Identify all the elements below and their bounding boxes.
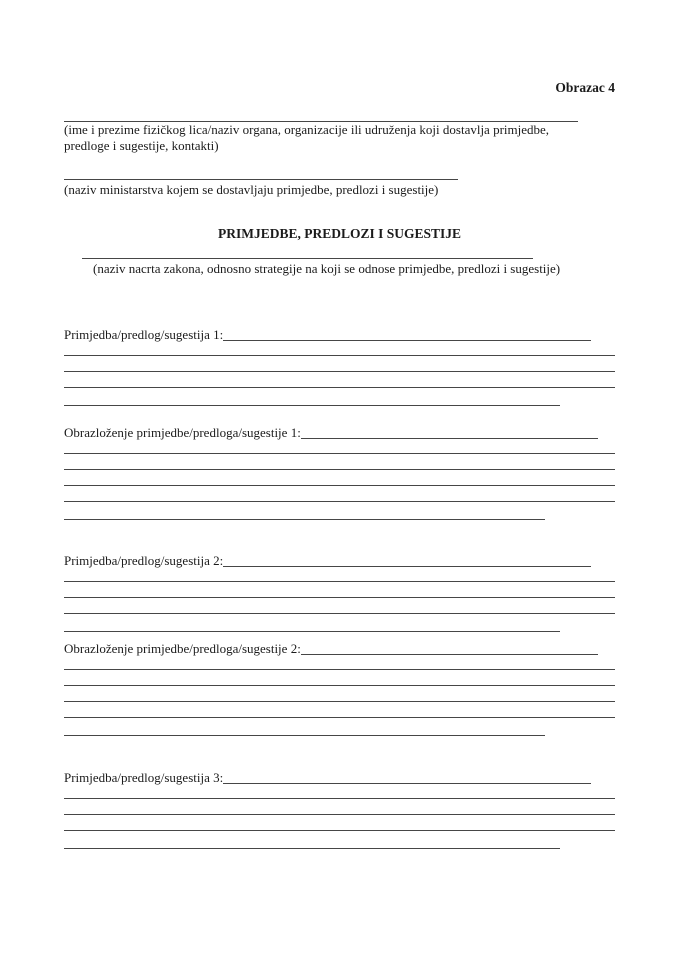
ruled-line — [64, 355, 615, 356]
ruled-line — [64, 387, 615, 388]
section-label-row — [64, 769, 615, 786]
fill-line-after-label — [301, 424, 598, 439]
ruled-line-short — [64, 631, 560, 632]
ruled-line — [64, 453, 615, 454]
form-title: PRIMJEDBE, PREDLOZI I SUGESTIJE — [217, 226, 462, 241]
draft-law-caption: (naziv nacrta zakona, odnosno strategije na koji se odnose primjedbe, predlozi i sugestije) — [93, 261, 561, 276]
ruled-line — [64, 669, 615, 670]
ruled-line — [64, 485, 615, 486]
ruled-line — [64, 685, 615, 686]
ruled-line — [64, 830, 615, 831]
section-primjedba-2 — [64, 552, 615, 632]
section-obrazlozenje-1 — [64, 424, 615, 520]
fill-line-after-label — [223, 552, 591, 567]
fill-line-after-label — [223, 326, 591, 341]
section-primjedba-1 — [64, 326, 615, 406]
section-label: Primjedba/predlog/sugestija 3: — [64, 770, 224, 785]
section-label-row — [64, 640, 615, 657]
ruled-line — [64, 814, 615, 815]
applicant-caption-line2: predloge i sugestije, kontakti) — [64, 138, 219, 153]
form-sections — [64, 326, 615, 849]
section-label: Obrazloženje primjedbe/predloga/sugestije 1: — [64, 425, 301, 440]
applicant-field-block — [64, 121, 615, 154]
applicant-caption-line1: (ime i prezime fizičkog lica/naziv organa, organizacije ili udruženja koji dostavlja primjedbe, — [64, 122, 550, 137]
ruled-line-short — [64, 848, 560, 849]
ruled-line — [64, 717, 615, 718]
ruled-line — [64, 501, 615, 502]
form-number-label: Obrazac 4 — [555, 80, 615, 95]
ruled-line — [64, 597, 615, 598]
ruled-line — [64, 701, 615, 702]
section-obrazlozenje-2 — [64, 640, 615, 736]
ruled-line — [64, 798, 615, 799]
ruled-line-short — [64, 735, 545, 736]
ruled-line — [64, 371, 615, 372]
ministry-fill-line — [64, 179, 458, 180]
section-label-row — [64, 552, 615, 569]
fill-line-after-label — [223, 769, 591, 784]
section-label: Obrazloženje primjedbe/predloga/sugestije 2: — [64, 641, 301, 656]
ruled-line — [64, 581, 615, 582]
draft-law-fill-line — [82, 258, 533, 259]
ruled-line — [64, 613, 615, 614]
ministry-caption: (naziv ministarstva kojem se dostavljaju primjedbe, predlozi i sugestije) — [64, 182, 439, 197]
ruled-line-short — [64, 405, 560, 406]
section-label: Primjedba/predlog/sugestija 2: — [64, 553, 224, 568]
section-label: Primjedba/predlog/sugestija 1: — [64, 327, 224, 342]
draft-law-field-block — [64, 258, 615, 277]
ministry-field-block — [64, 179, 615, 198]
ruled-line-short — [64, 519, 545, 520]
section-label-row — [64, 424, 615, 441]
section-label-row — [64, 326, 615, 343]
ruled-line — [64, 469, 615, 470]
section-primjedba-3 — [64, 769, 615, 849]
fill-line-after-label — [301, 640, 598, 655]
